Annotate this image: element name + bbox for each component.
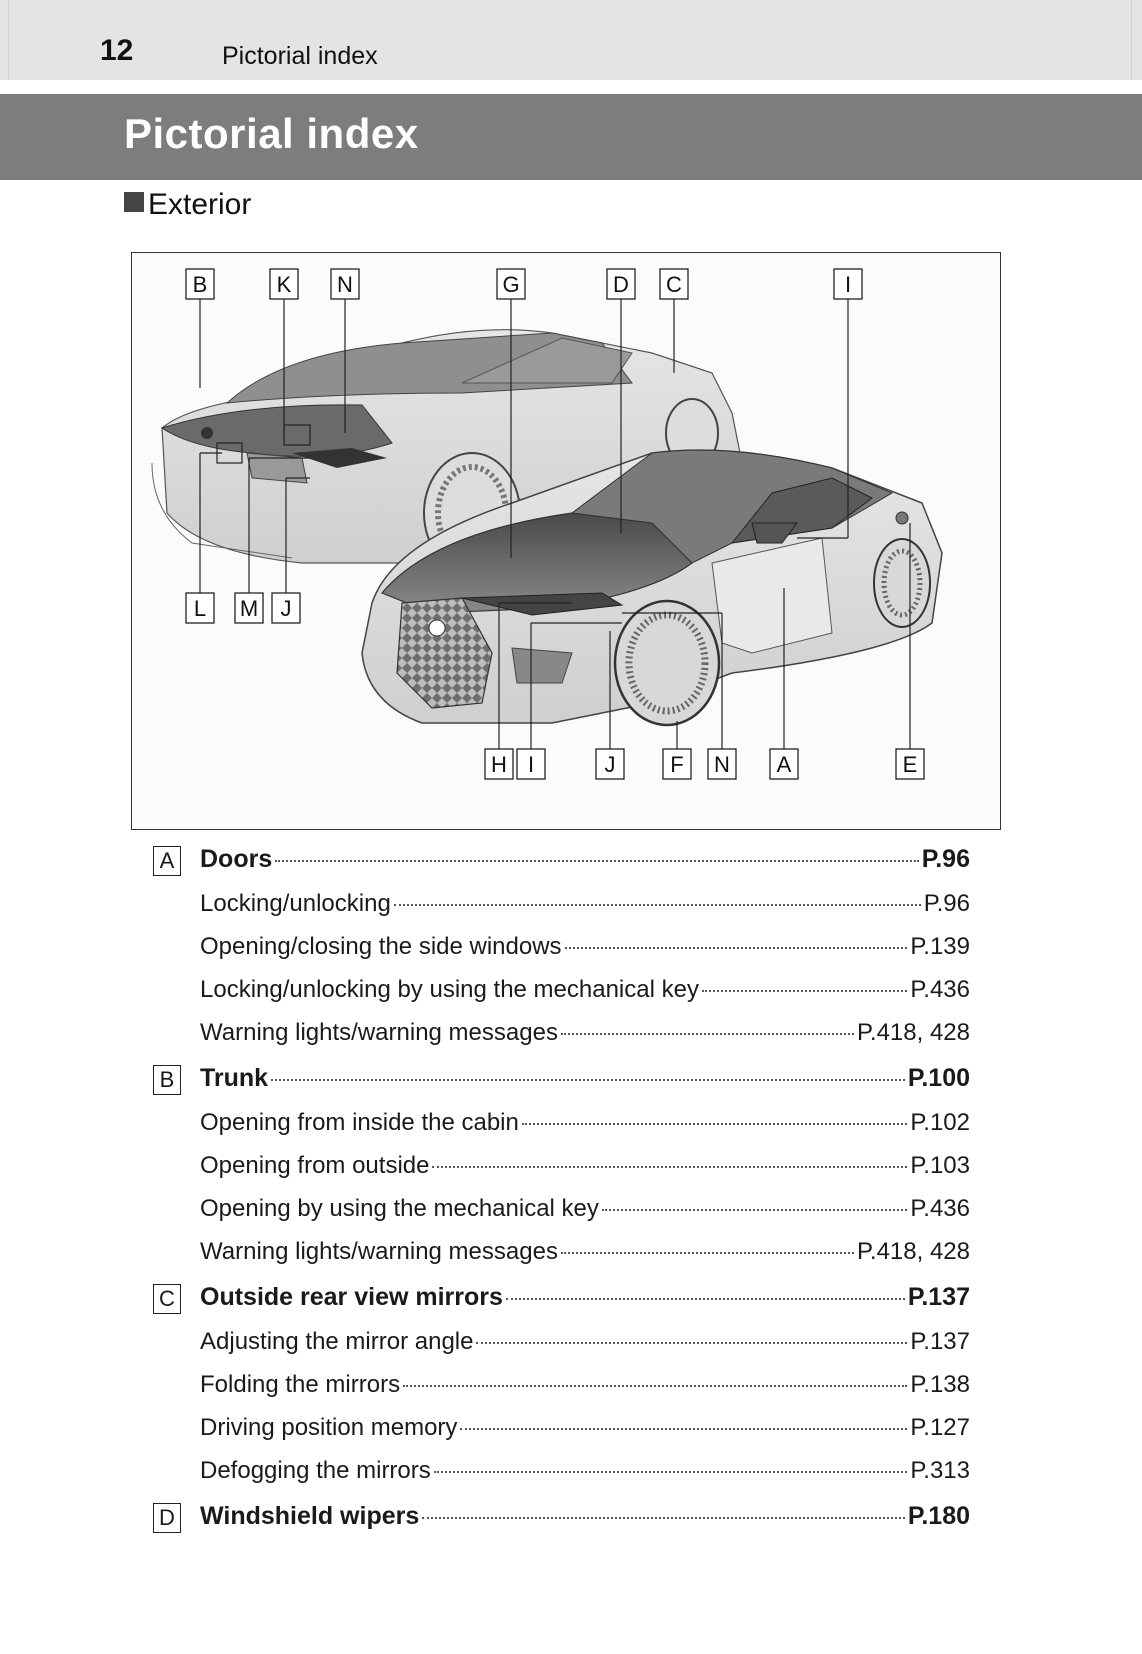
dot-leader <box>275 860 919 862</box>
entry-page-ref: P.96 <box>921 845 970 873</box>
entry-label: Driving position memory <box>200 1414 458 1441</box>
callout-letter-n: N <box>714 752 730 777</box>
item-letter-box: D <box>153 1503 181 1533</box>
entry-leader-row <box>200 1109 970 1137</box>
entry-label: Folding the mirrors <box>200 1371 401 1398</box>
entry-leader-row <box>200 976 970 1004</box>
entry-label: Opening from inside the cabin <box>200 1109 519 1136</box>
callout-letter-l: L <box>193 596 207 621</box>
header-edge-lines <box>8 0 1132 80</box>
dot-leader <box>476 1342 907 1344</box>
entry-label: Opening by using the mechanical key <box>200 1195 599 1222</box>
entry-leader-row <box>200 1371 970 1399</box>
index-sub-entry <box>200 976 970 1012</box>
index-sub-entry <box>200 1019 970 1055</box>
entry-label: Warning lights/warning messages <box>200 1238 558 1265</box>
vehicle-exterior-illustration <box>131 252 1001 830</box>
entry-label: Locking/unlocking <box>200 890 391 917</box>
dot-leader <box>460 1428 907 1430</box>
entry-leader-row <box>200 1457 970 1485</box>
entry-page-ref: P.102 <box>910 1109 970 1136</box>
entry-page-ref: P.180 <box>907 1502 970 1530</box>
entry-label: Locking/unlocking by using the mechanical key <box>200 976 699 1003</box>
dot-leader <box>522 1123 908 1125</box>
callout-letter-c: C <box>666 272 682 297</box>
callout-letter-e: E <box>902 752 918 777</box>
entry-page-ref: P.96 <box>923 890 970 917</box>
entry-leader-row <box>200 1238 970 1266</box>
title-band <box>0 94 1142 180</box>
index-sub-entry <box>200 1414 970 1450</box>
index-main-entry <box>159 1283 970 1319</box>
entry-leader-row <box>200 1328 970 1356</box>
callout-letter-i: I <box>527 752 535 777</box>
callout-letter-a: A <box>776 752 792 777</box>
entry-page-ref: P.100 <box>907 1064 970 1092</box>
callout-letter-m: M <box>239 596 259 621</box>
index-main-entry <box>159 1502 970 1538</box>
dot-leader <box>561 1033 854 1035</box>
square-bullet-icon <box>124 192 144 212</box>
item-letter-box: A <box>153 846 181 876</box>
entry-page-ref: P.418, 428 <box>856 1019 970 1046</box>
dot-leader <box>506 1298 905 1300</box>
entry-page-ref: P.137 <box>910 1328 970 1355</box>
entry-page-ref: P.418, 428 <box>856 1238 970 1265</box>
index-sub-entry <box>200 1238 970 1274</box>
entry-label: Windshield wipers <box>200 1502 420 1530</box>
entry-leader-row <box>200 1019 970 1047</box>
entry-label: Opening from outside <box>200 1152 430 1179</box>
entry-leader-row <box>200 1152 970 1180</box>
callout-letter-j: J <box>604 752 616 777</box>
item-letter-box: B <box>153 1065 181 1095</box>
car-drawing <box>132 253 1001 830</box>
index-sub-entry <box>200 1152 970 1188</box>
entry-leader-row <box>200 1064 970 1093</box>
index-sub-entry <box>200 1109 970 1145</box>
callout-letter-k: K <box>276 272 292 297</box>
entry-leader-row <box>200 890 970 918</box>
entry-label: Trunk <box>200 1064 269 1092</box>
index-sub-entry <box>200 933 970 969</box>
dot-leader <box>432 1166 907 1168</box>
entry-page-ref: P.139 <box>910 933 970 960</box>
entry-leader-row <box>200 1195 970 1223</box>
index-main-entry <box>159 845 970 881</box>
entry-label: Warning lights/warning messages <box>200 1019 558 1046</box>
entry-page-ref: P.127 <box>910 1414 970 1441</box>
index-main-entry <box>159 1064 970 1100</box>
callout-letter-i: I <box>844 272 852 297</box>
item-letter-box: C <box>153 1284 181 1314</box>
entry-page-ref: P.436 <box>910 976 970 1003</box>
callout-letter-j: J <box>280 596 292 621</box>
running-title: Pictorial index <box>222 42 378 70</box>
running-header-band <box>0 0 1142 80</box>
callout-letter-b: B <box>192 272 208 297</box>
entry-label: Doors <box>200 845 273 873</box>
entry-label: Adjusting the mirror angle <box>200 1328 474 1355</box>
dot-leader <box>403 1385 907 1387</box>
dot-leader <box>422 1517 905 1519</box>
entry-page-ref: P.137 <box>907 1283 970 1311</box>
dot-leader <box>602 1209 907 1211</box>
entry-leader-row <box>200 1283 970 1312</box>
callout-letter-d: D <box>613 272 629 297</box>
callout-letter-h: H <box>491 752 507 777</box>
entry-leader-row <box>200 1502 970 1531</box>
index-sub-entry <box>200 1195 970 1231</box>
entry-page-ref: P.313 <box>910 1457 970 1484</box>
dot-leader <box>702 990 907 992</box>
index-sub-entry <box>200 890 970 926</box>
callout-letter-f: F <box>670 752 684 777</box>
dot-leader <box>561 1252 854 1254</box>
page-title: Pictorial index <box>124 110 419 157</box>
section-heading <box>124 188 251 222</box>
dot-leader <box>271 1079 905 1081</box>
index-sub-entry <box>200 1457 970 1493</box>
entry-label: Outside rear view mirrors <box>200 1283 503 1311</box>
callout-letter-g: G <box>502 272 520 297</box>
entry-page-ref: P.436 <box>910 1195 970 1222</box>
entry-leader-row <box>200 933 970 961</box>
section-label: Exterior <box>148 188 252 221</box>
dot-leader <box>394 904 921 906</box>
entry-label: Opening/closing the side windows <box>200 933 562 960</box>
entry-page-ref: P.138 <box>910 1371 970 1398</box>
dot-leader <box>565 947 908 949</box>
index-sub-entry <box>200 1371 970 1407</box>
dot-leader <box>434 1471 908 1473</box>
index-sub-entry <box>200 1328 970 1364</box>
entry-page-ref: P.103 <box>910 1152 970 1179</box>
entry-leader-row <box>200 1414 970 1442</box>
entry-label: Defogging the mirrors <box>200 1457 431 1484</box>
entry-leader-row <box>200 845 970 874</box>
page-number: 12 <box>100 34 134 67</box>
callout-letter-n: N <box>337 272 353 297</box>
